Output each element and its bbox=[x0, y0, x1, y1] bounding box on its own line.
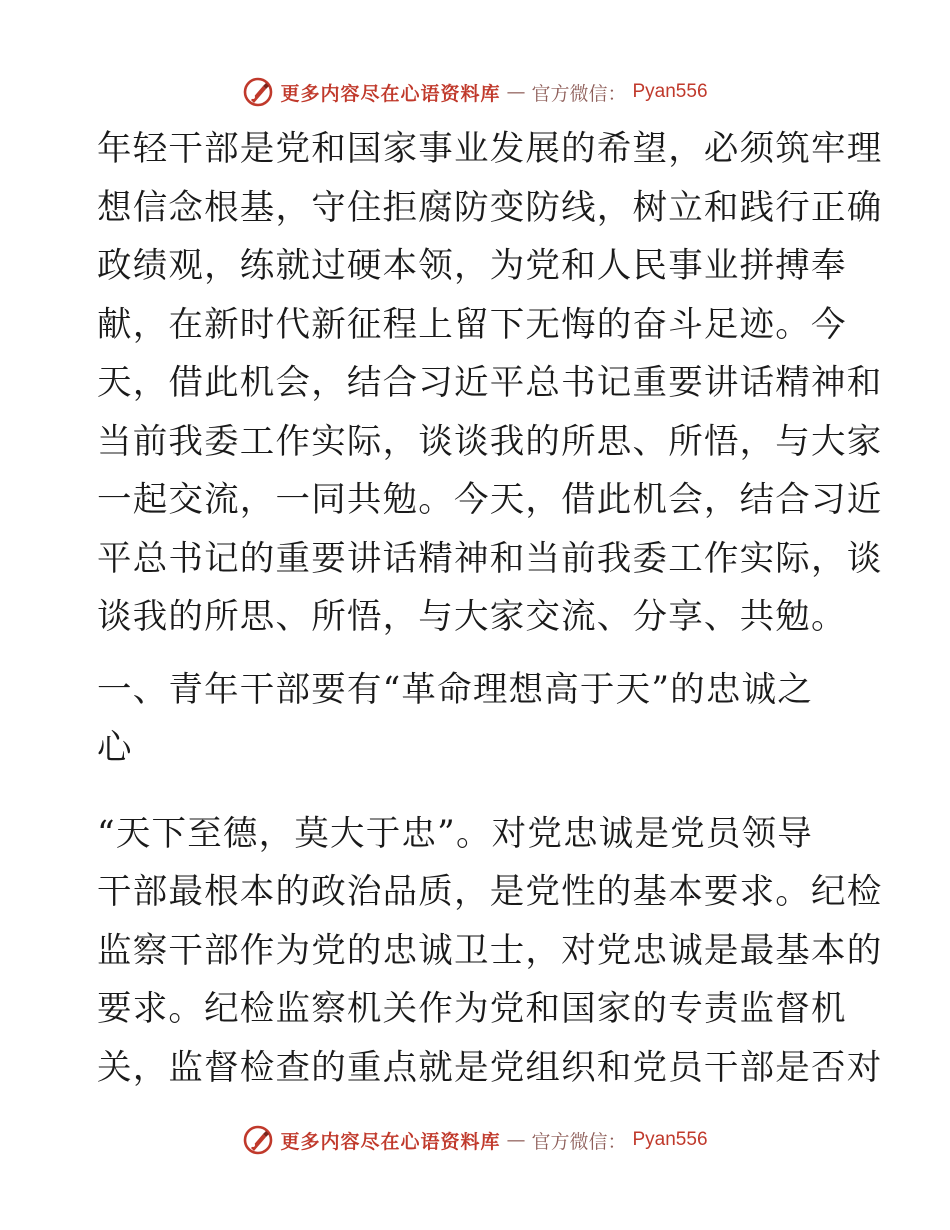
text-line: 一起交流，一同共勉。今天，借此机会，结合习近 bbox=[97, 480, 883, 520]
text-line: 献，在新时代新征程上留下无悔的奋斗足迹。今 bbox=[97, 304, 847, 345]
paragraph-intro bbox=[97, 120, 883, 647]
watermark-site-text: 更多内容尽在心语资料库 bbox=[280, 82, 501, 105]
spacer bbox=[97, 778, 857, 805]
footer-watermark bbox=[0, 1120, 950, 1160]
pen-logo-icon bbox=[242, 76, 274, 108]
watermark-wechat-label: 官方微信： bbox=[531, 1130, 627, 1153]
text-line: 天，借此机会，结合习近平总书记重要讲话精神和 bbox=[97, 363, 883, 403]
watermark-wechat-id: Pyan556 bbox=[632, 1129, 708, 1150]
text-line: 政绩观，练就过硬本领，为党和人民事业拼搏奉 bbox=[97, 246, 847, 286]
watermark-separator: — bbox=[506, 81, 526, 103]
watermark-site-text: 更多内容尽在心语资料库 bbox=[280, 1130, 501, 1153]
heading-line: 心 bbox=[97, 728, 133, 768]
text-line: 监察干部作为党的忠诚卫士，对党忠诚是最基本的 bbox=[97, 930, 883, 971]
text-line: 要求。纪检监察机关作为党和国家的专责监督机 bbox=[97, 989, 847, 1029]
text-line: “天下至德，莫大于忠”。对党忠诚是党员领导 bbox=[97, 813, 813, 854]
text-line: 年轻干部是党和国家事业发展的希望，必须筑牢理 bbox=[97, 129, 883, 169]
header-watermark bbox=[0, 72, 950, 112]
text-line: 想信念根基，守住拒腐防变防线，树立和践行正确 bbox=[97, 187, 883, 228]
text-line: 关，监督检查的重点就是党组织和党员干部是否对 bbox=[97, 1047, 883, 1088]
paragraph-loyalty bbox=[97, 805, 883, 1098]
pen-logo-icon bbox=[242, 1124, 274, 1156]
text-line: 谈我的所思、所悟，与大家交流、分享、共勉。 bbox=[97, 597, 847, 637]
spacer bbox=[97, 647, 857, 661]
watermark-wechat-id: Pyan556 bbox=[632, 81, 708, 102]
text-line: 当前我委工作实际，谈谈我的所思、所悟，与大家 bbox=[97, 421, 883, 462]
heading-line: 一、青年干部要有“革命理想高于天”的忠诚之 bbox=[97, 669, 813, 710]
text-line: 平总书记的重要讲话精神和当前我委工作实际，谈 bbox=[97, 538, 883, 579]
document-body bbox=[97, 120, 883, 1097]
text-line: 干部最根本的政治品质，是党性的基本要求。纪检 bbox=[97, 872, 883, 912]
section-heading bbox=[97, 661, 857, 778]
watermark-wechat-label: 官方微信： bbox=[531, 82, 627, 105]
watermark-separator: — bbox=[506, 1129, 526, 1151]
